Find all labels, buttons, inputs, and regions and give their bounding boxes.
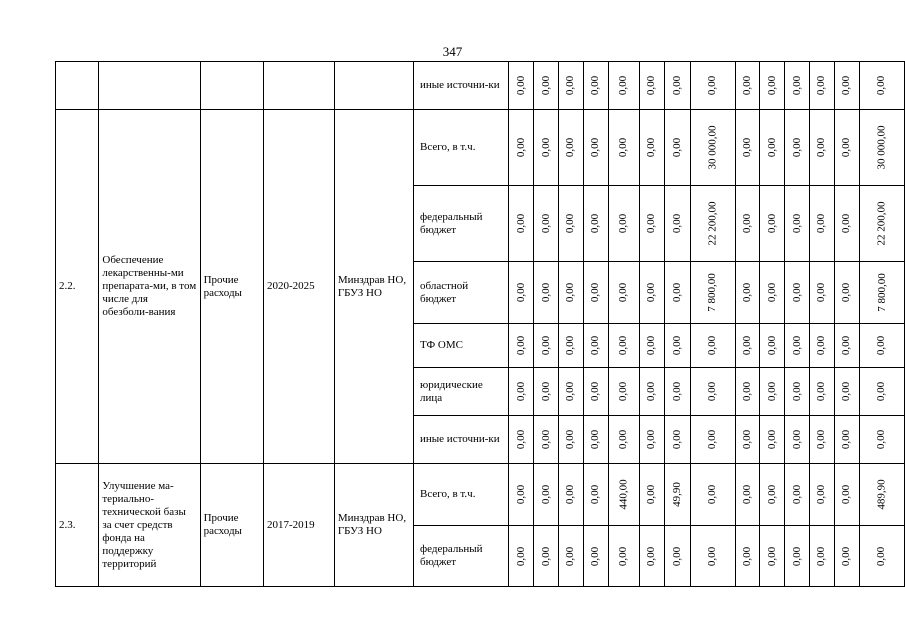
cell-name: Улучшение ма-териально-технической базы за счет средств фонда на поддержку территорий	[99, 464, 200, 587]
value-text: 0,00	[670, 335, 683, 356]
value-text: 0,00	[645, 335, 658, 356]
cell-value	[559, 62, 584, 110]
cell-value	[859, 62, 904, 110]
cell-value	[760, 262, 785, 324]
cell-value	[664, 110, 690, 186]
cell-value	[785, 186, 810, 262]
cell-value	[583, 62, 608, 110]
cell-value	[559, 324, 584, 368]
cell-value	[664, 186, 690, 262]
value-text: 0,00	[741, 484, 754, 505]
cell-value	[735, 368, 760, 416]
value-text: 0,00	[645, 137, 658, 158]
value-text: 0,00	[539, 546, 552, 566]
cell-value	[608, 526, 639, 587]
value-text: 0,00	[564, 335, 577, 356]
value-text: 0,00	[706, 546, 719, 566]
value-text: 0,00	[670, 75, 683, 96]
value-text: 0,00	[875, 75, 888, 96]
cell-executor: Минздрав НО, ГБУЗ НО	[334, 110, 413, 464]
value-text: 0,00	[840, 484, 853, 505]
cell-value	[640, 186, 665, 262]
cell-no	[56, 62, 99, 110]
value-text: 0,00	[645, 546, 658, 566]
value-text: 0,00	[741, 75, 754, 96]
cell-value	[583, 416, 608, 464]
cell-value	[583, 464, 608, 526]
cell-value	[690, 62, 735, 110]
cell-value	[559, 110, 584, 186]
value-text: 0,00	[539, 75, 552, 96]
cell-value	[735, 62, 760, 110]
cell-value	[785, 110, 810, 186]
value-text: 0,00	[645, 381, 658, 402]
value-text: 0,00	[815, 137, 828, 158]
value-text: 0,00	[790, 484, 803, 505]
cell-value	[760, 368, 785, 416]
cell-value	[509, 110, 534, 186]
cell-value	[608, 416, 639, 464]
cell-value	[640, 368, 665, 416]
cell-source: областной бюджет	[414, 262, 509, 324]
cell-value	[834, 324, 859, 368]
value-text: 0,00	[706, 429, 719, 450]
cell-value	[509, 416, 534, 464]
value-text: 0,00	[645, 429, 658, 450]
cell-source: иные источни-ки	[414, 416, 509, 464]
value-text: 0,00	[765, 213, 778, 234]
value-text: 0,00	[765, 282, 778, 303]
value-text: 0,00	[589, 282, 602, 303]
value-text: 0,00	[790, 546, 803, 566]
value-text: 0,00	[564, 137, 577, 158]
value-text: 0,00	[589, 381, 602, 402]
value-text: 0,00	[815, 381, 828, 402]
cell-value	[859, 464, 904, 526]
cell-value	[785, 62, 810, 110]
cell-value	[534, 416, 559, 464]
value-text: 0,00	[514, 282, 527, 303]
cell-value	[810, 262, 835, 324]
value-text: 49,90	[670, 482, 683, 507]
cell-value	[834, 186, 859, 262]
value-text: 0,00	[514, 213, 527, 234]
cell-value	[760, 110, 785, 186]
value-text: 0,00	[645, 213, 658, 234]
cell-no: 2.3.	[56, 464, 99, 587]
value-text: 0,00	[564, 213, 577, 234]
cell-value	[785, 526, 810, 587]
value-text: 0,00	[539, 484, 552, 505]
cell-value	[559, 186, 584, 262]
value-text: 0,00	[706, 335, 719, 356]
value-text: 0,00	[617, 381, 630, 402]
value-text: 0,00	[514, 484, 527, 505]
cell-value	[608, 186, 639, 262]
cell-expense	[200, 62, 263, 110]
value-text: 0,00	[815, 335, 828, 356]
value-text: 0,00	[741, 335, 754, 356]
cell-value	[608, 464, 639, 526]
value-text: 0,00	[589, 137, 602, 158]
value-text: 0,00	[840, 282, 853, 303]
cell-value	[785, 416, 810, 464]
cell-value	[810, 62, 835, 110]
value-text: 0,00	[589, 546, 602, 566]
value-text: 0,00	[741, 213, 754, 234]
cell-no: 2.2.	[56, 110, 99, 464]
value-text: 0,00	[706, 381, 719, 402]
cell-period: 2020-2025	[264, 110, 335, 464]
cell-period: 2017-2019	[264, 464, 335, 587]
value-text: 0,00	[670, 213, 683, 234]
cell-value	[810, 526, 835, 587]
value-text: 0,00	[790, 429, 803, 450]
cell-value	[735, 110, 760, 186]
value-text: 0,00	[741, 381, 754, 402]
cell-value	[834, 526, 859, 587]
cell-value	[559, 262, 584, 324]
value-text: 0,00	[564, 429, 577, 450]
cell-value	[640, 324, 665, 368]
cell-value	[834, 110, 859, 186]
cell-value	[859, 526, 904, 587]
value-text: 7 800,00	[875, 273, 888, 312]
value-text: 0,00	[617, 75, 630, 96]
cell-value	[640, 110, 665, 186]
value-text: 0,00	[790, 213, 803, 234]
value-text: 0,00	[539, 381, 552, 402]
cell-value	[785, 368, 810, 416]
value-text: 0,00	[645, 75, 658, 96]
value-text: 0,00	[815, 484, 828, 505]
cell-value	[640, 62, 665, 110]
cell-value	[760, 324, 785, 368]
cell-value	[583, 262, 608, 324]
value-text: 0,00	[589, 75, 602, 96]
table-row	[56, 110, 905, 186]
value-text: 0,00	[741, 429, 754, 450]
cell-value	[859, 368, 904, 416]
value-text: 0,00	[741, 546, 754, 566]
cell-value	[559, 526, 584, 587]
cell-value	[559, 464, 584, 526]
cell-value	[834, 464, 859, 526]
cell-value	[834, 368, 859, 416]
value-text: 0,00	[514, 75, 527, 96]
cell-value	[690, 324, 735, 368]
cell-value	[534, 110, 559, 186]
value-text: 0,00	[765, 137, 778, 158]
value-text: 0,00	[564, 381, 577, 402]
value-text: 0,00	[840, 213, 853, 234]
value-text: 22 200,00	[875, 201, 888, 246]
cell-value	[785, 262, 810, 324]
value-text: 0,00	[539, 335, 552, 356]
value-text: 0,00	[765, 75, 778, 96]
value-text: 0,00	[617, 546, 630, 566]
cell-value	[583, 186, 608, 262]
cell-value	[859, 416, 904, 464]
value-text: 0,00	[706, 75, 719, 96]
value-text: 22 200,00	[706, 201, 719, 246]
cell-value	[735, 416, 760, 464]
value-text: 0,00	[670, 429, 683, 450]
value-text: 0,00	[564, 484, 577, 505]
cell-value	[690, 110, 735, 186]
value-text: 0,00	[617, 335, 630, 356]
cell-name	[99, 62, 200, 110]
value-text: 0,00	[589, 484, 602, 505]
value-text: 0,00	[617, 137, 630, 158]
cell-value	[834, 262, 859, 324]
cell-value	[735, 186, 760, 262]
cell-value	[534, 262, 559, 324]
value-text: 0,00	[765, 429, 778, 450]
value-text: 0,00	[875, 546, 888, 566]
cell-value	[760, 62, 785, 110]
value-text: 0,00	[840, 75, 853, 96]
value-text: 0,00	[645, 484, 658, 505]
cell-value	[664, 526, 690, 587]
cell-value	[810, 110, 835, 186]
cell-name: Обеспечение лекарственны-ми препарата-ми, в том числе для обезболи-вания	[99, 110, 200, 464]
cell-source: Всего, в т.ч.	[414, 464, 509, 526]
cell-value	[559, 368, 584, 416]
cell-value	[608, 262, 639, 324]
cell-expense: Прочие расходы	[200, 110, 263, 464]
value-text: 0,00	[790, 137, 803, 158]
cell-value	[509, 526, 534, 587]
value-text: 0,00	[589, 213, 602, 234]
table-row	[56, 62, 905, 110]
cell-value	[735, 464, 760, 526]
cell-value	[583, 368, 608, 416]
cell-value	[664, 464, 690, 526]
value-text: 0,00	[815, 429, 828, 450]
value-text: 7 800,00	[706, 273, 719, 312]
value-text: 0,00	[840, 335, 853, 356]
value-text: 30 000,00	[875, 125, 888, 170]
cell-source: юридические лица	[414, 368, 509, 416]
cell-source: ТФ ОМС	[414, 324, 509, 368]
value-text: 0,00	[815, 282, 828, 303]
value-text: 0,00	[840, 546, 853, 566]
value-text: 0,00	[765, 381, 778, 402]
cell-period	[264, 62, 335, 110]
cell-value	[690, 464, 735, 526]
cell-value	[810, 416, 835, 464]
value-text: 0,00	[670, 381, 683, 402]
cell-value	[534, 62, 559, 110]
cell-executor: Минздрав НО, ГБУЗ НО	[334, 464, 413, 587]
value-text: 0,00	[670, 282, 683, 303]
cell-value	[690, 262, 735, 324]
value-text: 0,00	[564, 75, 577, 96]
cell-value	[509, 324, 534, 368]
cell-value	[640, 526, 665, 587]
cell-value	[735, 526, 760, 587]
value-text: 0,00	[670, 137, 683, 158]
value-text: 0,00	[539, 137, 552, 158]
value-text: 0,00	[589, 429, 602, 450]
value-text: 0,00	[514, 381, 527, 402]
cell-value	[608, 62, 639, 110]
value-text: 489,90	[875, 479, 888, 510]
cell-value	[690, 416, 735, 464]
budget-table	[55, 61, 905, 587]
value-text: 0,00	[617, 282, 630, 303]
cell-value	[608, 324, 639, 368]
cell-value	[534, 526, 559, 587]
cell-value	[810, 464, 835, 526]
value-text: 0,00	[741, 137, 754, 158]
value-text: 0,00	[840, 137, 853, 158]
cell-value	[664, 416, 690, 464]
value-text: 0,00	[815, 546, 828, 566]
cell-source: Всего, в т.ч.	[414, 110, 509, 186]
value-text: 30 000,00	[706, 125, 719, 170]
cell-value	[785, 324, 810, 368]
cell-value	[735, 262, 760, 324]
cell-source: иные источни-ки	[414, 62, 509, 110]
value-text: 0,00	[564, 546, 577, 566]
cell-expense: Прочие расходы	[200, 464, 263, 587]
value-text: 0,00	[875, 429, 888, 450]
cell-value	[534, 186, 559, 262]
cell-value	[608, 110, 639, 186]
value-text: 0,00	[514, 546, 527, 566]
cell-value	[559, 416, 584, 464]
cell-value	[760, 416, 785, 464]
value-text: 0,00	[539, 213, 552, 234]
value-text: 0,00	[840, 381, 853, 402]
value-text: 0,00	[875, 381, 888, 402]
value-text: 0,00	[741, 282, 754, 303]
value-text: 0,00	[539, 282, 552, 303]
cell-value	[608, 368, 639, 416]
cell-value	[690, 368, 735, 416]
cell-value	[834, 62, 859, 110]
value-text: 0,00	[765, 484, 778, 505]
cell-value	[640, 262, 665, 324]
cell-value	[583, 110, 608, 186]
value-text: 0,00	[514, 429, 527, 450]
cell-value	[810, 368, 835, 416]
cell-value	[690, 526, 735, 587]
cell-value	[664, 324, 690, 368]
cell-value	[760, 464, 785, 526]
cell-value	[509, 186, 534, 262]
value-text: 0,00	[875, 335, 888, 356]
cell-value	[785, 464, 810, 526]
cell-value	[690, 186, 735, 262]
value-text: 0,00	[815, 213, 828, 234]
cell-value	[509, 464, 534, 526]
value-text: 0,00	[765, 546, 778, 566]
cell-value	[640, 464, 665, 526]
cell-value	[810, 324, 835, 368]
table-body	[56, 62, 905, 587]
cell-value	[509, 262, 534, 324]
value-text: 0,00	[790, 335, 803, 356]
value-text: 0,00	[765, 335, 778, 356]
cell-value	[534, 368, 559, 416]
value-text: 0,00	[617, 429, 630, 450]
value-text: 0,00	[564, 282, 577, 303]
cell-source: федеральный бюджет	[414, 526, 509, 587]
cell-value	[664, 62, 690, 110]
value-text: 0,00	[815, 75, 828, 96]
cell-value	[834, 416, 859, 464]
value-text: 0,00	[790, 381, 803, 402]
cell-value	[859, 110, 904, 186]
cell-source: федеральный бюджет	[414, 186, 509, 262]
cell-value	[810, 186, 835, 262]
cell-value	[735, 324, 760, 368]
value-text: 0,00	[617, 213, 630, 234]
value-text: 0,00	[790, 282, 803, 303]
cell-value	[583, 526, 608, 587]
cell-value	[509, 368, 534, 416]
cell-value	[859, 262, 904, 324]
value-text: 0,00	[706, 484, 719, 505]
cell-value	[640, 416, 665, 464]
value-text: 0,00	[670, 546, 683, 566]
value-text: 440,00	[617, 479, 630, 510]
page-number: 347	[442, 44, 463, 59]
cell-executor	[334, 62, 413, 110]
cell-value	[664, 368, 690, 416]
value-text: 0,00	[514, 335, 527, 356]
cell-value	[859, 186, 904, 262]
cell-value	[534, 464, 559, 526]
value-text: 0,00	[514, 137, 527, 158]
cell-value	[664, 262, 690, 324]
value-text: 0,00	[840, 429, 853, 450]
value-text: 0,00	[589, 335, 602, 356]
table-row	[56, 464, 905, 526]
cell-value	[534, 324, 559, 368]
cell-value	[509, 62, 534, 110]
value-text: 0,00	[645, 282, 658, 303]
cell-value	[859, 324, 904, 368]
cell-value	[760, 186, 785, 262]
cell-value	[760, 526, 785, 587]
value-text: 0,00	[790, 75, 803, 96]
cell-value	[583, 324, 608, 368]
value-text: 0,00	[539, 429, 552, 450]
